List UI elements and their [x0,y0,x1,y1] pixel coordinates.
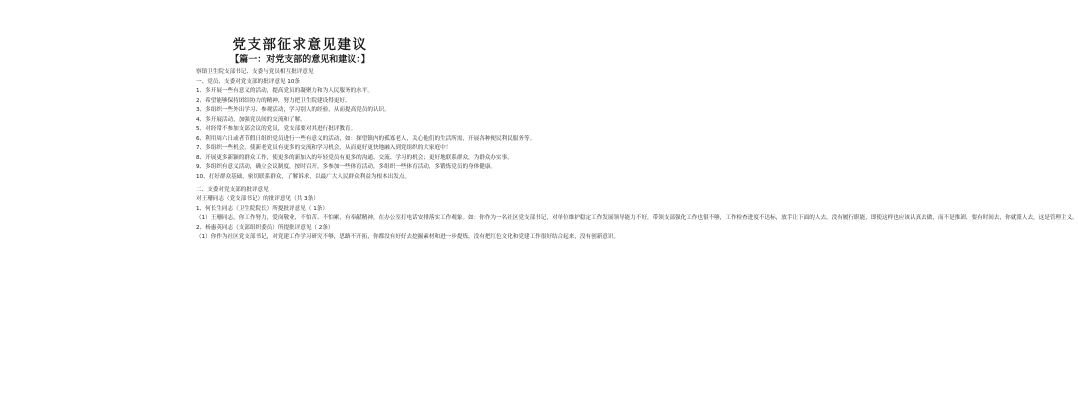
body-line: 对王珊同志（党支部书记）的批评意见（共 3条） [196,196,319,203]
body-line: 10、打好群众基础，密切联系群众，了解诉求，以最广大人民群众利益为根本出发点。 [196,174,411,181]
body-line: 7、多组织一些机会，使新老党员有更多的交流和学习机会，从而更好更快地融入到党组织的大家庭中！ [196,145,452,152]
section-heading-2: 二、支委对党支部的批评意见 [196,186,269,193]
intro-heading: 察镇卫生院支部书记、支委与党员相互批评意见 [196,69,314,75]
section-heading-1: 一、党员、支委对党支部的批评意见 10条 [196,78,300,85]
document-body [196,68,1078,243]
body-line: 2、杨惠英同志（支部组织委员）所提批评意见（ 2条） [196,224,334,231]
document-subtitle: 【篇一：对党支部的意见和建议：】 [230,55,370,65]
body-line: 5、对经常不参加支部会议的党员，党支部要对其进行批评教育。 [196,126,357,133]
document-title: 党支部征求意见建议 [232,37,368,53]
body-line: （1）你作为社区党支部书记，对党建工作学习研究不够，思路不开拓，你都没有好好去挖掘素材和进一步提炼，没有把红色文化和党建工作很好结合起来，没有创新意识。 [196,234,620,241]
body-line: 4、多开展活动，加强党员间的交流和了解。 [196,116,306,123]
body-line: 3、多组织一些外出学习、参观活动，学习别人的经验，从而提高党员的认识。 [196,107,390,114]
body-line: 9、多组织有意义活动，确立会议制度，按时召开，多参加一些体育活动，多组织一些体育活动，多锻炼党员的身体健康。 [196,164,497,171]
body-line: 2、希望能够保持团结协力的精神，努力把卫生院建设得更好。 [196,97,351,104]
body-line: （1）王珊同志，你工作努力，爱岗敬业，不怕苦、不怕累，有奉献精神，在办公室打电话安排落实工作观象。如：你作为一名社区党支部书记，对单位维护稳定工作发展领导能力不好，带领支部强化工作也很不够，工作检查进度不达标，放手让下面的人去，没有履行职能，即使这样也应该认真去做，而不是推卸，要有时间去，你就派人去，这是管理主义。 [196,215,1078,222]
body-line: 8、开展更多新颖的群众工作，使更多的新加入的年轻党员有更多的沟通、交流、学习的机会；更好地联系群众，为群众办实事。 [196,154,513,161]
body-line: 6、利用周六日或者节假日组织党员进行一些有意义的活动，如：探望镇内的孤寡老人，关心他们的生活所需，开展各种便民利民服务等。 [196,135,536,142]
body-line: 1、多开展一些有意义的活动，提高党员的凝聚力和为人民服务的水平。 [196,88,373,95]
body-line: 1、何长生同志（卫生院院长）所提批评意见（ 1条） [196,205,328,212]
